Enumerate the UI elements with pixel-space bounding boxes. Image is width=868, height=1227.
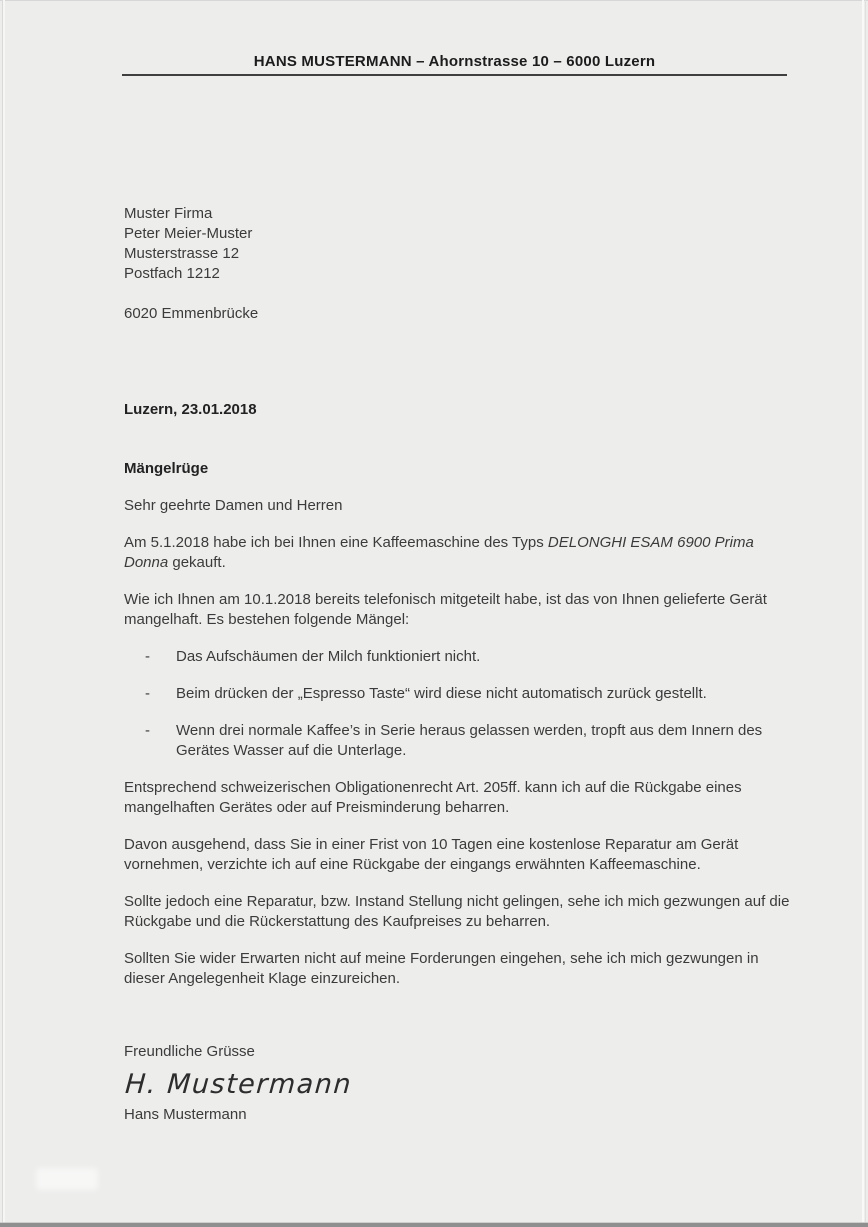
recipient-line: Musterstrasse 12 [124, 245, 240, 262]
place-and-date: Luzern, 23.01.2018 [124, 401, 257, 418]
recipient-line: Muster Firma [124, 205, 213, 222]
dash-bullet: - [145, 685, 150, 702]
recipient-city: 6020 Emmenbrücke [124, 305, 259, 322]
recipient-line: Postfach 1212 [124, 265, 220, 282]
paragraph-repair-deadline: Davon ausgehend, dass Sie in einer Frist von 10 Tagen eine kostenlose Reparatur am Gerät vornehmen, verzichte ich auf eine Rückgabe der eingangs erwähnten Kaffeemaschine. [124, 836, 739, 873]
letterhead-title: HANS MUSTERMANN – Ahornstrasse 10 – 6000 Luzern [253, 53, 656, 70]
paragraph-refund-demand: Sollte jedoch eine Reparatur, bzw. Instand Stellung nicht gelingen, sehe ich mich gezwungen auf die Rückgabe und die Rückerstattung des Kaufpreises zu beharren. [124, 893, 790, 930]
sender-name: Hans Mustermann [124, 1106, 247, 1123]
closing-phrase: Freundliche Grüsse [124, 1043, 255, 1060]
page-right-edge-highlight [862, 0, 864, 1227]
recipient-line: Peter Meier-Muster [124, 225, 253, 242]
list-item [124, 647, 790, 667]
list-item [124, 721, 790, 761]
paragraph-purchase [124, 533, 790, 573]
page-left-edge-highlight [3, 0, 5, 1227]
recipient-address-block [124, 204, 790, 324]
salutation: Sehr geehrte Damen und Herren [124, 497, 343, 514]
subject-heading: Mängelrüge [124, 460, 209, 477]
dash-bullet: - [145, 648, 150, 665]
handwritten-signature: H. Mustermann [124, 1069, 354, 1100]
page-top-edge [0, 0, 868, 1]
paragraph-purchase-end: gekauft. [168, 554, 226, 571]
defect-text: Wenn drei normale Kaffee’s in Serie heraus gelassen werden, tropft aus dem Innern des Gerätes Wasser auf die Unterlage. [176, 722, 763, 759]
paragraph-legal-basis: Entsprechend schweizerischen Obligationenrecht Art. 205ff. kann ich auf die Rückgabe eines mangelhaften Gerätes oder auf Preisminderung beharren. [124, 779, 742, 816]
defect-text: Beim drücken der „Espresso Taste“ wird diese nicht automatisch zurück gestellt. [176, 685, 707, 702]
product-model-name: DELONGHI ESAM 6900 Prima Donna [124, 534, 754, 571]
list-item [124, 684, 790, 704]
dash-bullet: - [145, 722, 150, 739]
paragraph-purchase-text: Am 5.1.2018 habe ich bei Ihnen eine Kaffeemaschine des Typs [124, 534, 548, 551]
defect-list [124, 647, 790, 761]
defect-text: Das Aufschäumen der Milch funktioniert nicht. [176, 648, 481, 665]
faint-watermark [36, 1168, 98, 1190]
address-blank-line [124, 284, 790, 304]
paragraph-notice: Wie ich Ihnen am 10.1.2018 bereits telefonisch mitgeteilt habe, ist das von Ihnen gelieferte Gerät mangelhaft. Es bestehen folgende Mängel: [124, 591, 767, 628]
page-bottom-edge [0, 1223, 868, 1227]
paragraph-legal-action: Sollten Sie wider Erwarten nicht auf meine Forderungen eingehen, sehe ich mich gezwungen in dieser Angelegenheit Klage einzureichen. [124, 950, 759, 987]
letterhead [122, 52, 787, 76]
page-right-edge [865, 0, 866, 1227]
letter-body [124, 204, 790, 1125]
